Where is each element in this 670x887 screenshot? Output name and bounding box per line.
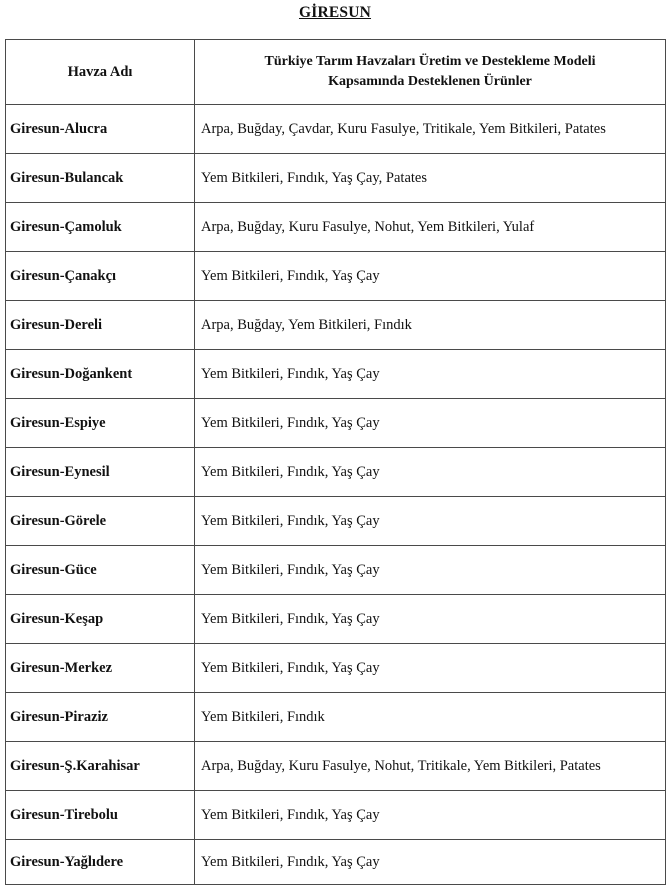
table-row — [6, 399, 666, 448]
table-row — [6, 252, 666, 301]
products-cell: Arpa, Buğday, Çavdar, Kuru Fasulye, Tritikale, Yem Bitkileri, Patates — [195, 105, 666, 154]
table-header-row — [6, 40, 666, 105]
products-cell: Yem Bitkileri, Fındık, Yaş Çay — [195, 497, 666, 546]
header-products-line1: Türkiye Tarım Havzaları Üretim ve Destekleme Modeli — [264, 54, 596, 69]
products-cell: Yem Bitkileri, Fındık, Yaş Çay — [195, 350, 666, 399]
havza-name-cell: Giresun-Ş.Karahisar — [6, 742, 195, 791]
table-row — [6, 644, 666, 693]
havza-name-cell: Giresun-Bulancak — [6, 154, 195, 203]
havza-name-cell: Giresun-Piraziz — [6, 693, 195, 742]
table-row — [6, 448, 666, 497]
products-cell: Yem Bitkileri, Fındık, Yaş Çay — [195, 252, 666, 301]
table-row — [6, 742, 666, 791]
products-cell: Yem Bitkileri, Fındık — [195, 693, 666, 742]
havza-name-cell: Giresun-Tirebolu — [6, 791, 195, 840]
havza-name-cell: Giresun-Çamoluk — [6, 203, 195, 252]
havza-name-cell: Giresun-Doğankent — [6, 350, 195, 399]
products-cell: Yem Bitkileri, Fındık, Yaş Çay — [195, 448, 666, 497]
products-cell: Arpa, Buğday, Kuru Fasulye, Nohut, Yem Bitkileri, Yulaf — [195, 203, 666, 252]
products-cell: Yem Bitkileri, Fındık, Yaş Çay — [195, 644, 666, 693]
table-row — [6, 203, 666, 252]
products-cell: Yem Bitkileri, Fındık, Yaş Çay — [195, 546, 666, 595]
havza-name-cell: Giresun-Yağlıdere — [6, 840, 195, 885]
table-row — [6, 350, 666, 399]
products-cell: Yem Bitkileri, Fındık, Yaş Çay — [195, 791, 666, 840]
products-cell: Arpa, Buğday, Kuru Fasulye, Nohut, Tritikale, Yem Bitkileri, Patates — [195, 742, 666, 791]
table-row — [6, 693, 666, 742]
havza-name-cell: Giresun-Keşap — [6, 595, 195, 644]
products-cell: Yem Bitkileri, Fındık, Yaş Çay, Patates — [195, 154, 666, 203]
table-row — [6, 105, 666, 154]
products-cell: Yem Bitkileri, Fındık, Yaş Çay — [195, 840, 666, 885]
table-row — [6, 595, 666, 644]
table-row — [6, 840, 666, 885]
havza-name-cell: Giresun-Çanakçı — [6, 252, 195, 301]
havza-name-cell: Giresun-Espiye — [6, 399, 195, 448]
havza-name-cell: Giresun-Görele — [6, 497, 195, 546]
havza-name-cell: Giresun-Eynesil — [6, 448, 195, 497]
table-row — [6, 154, 666, 203]
havza-name-cell: Giresun-Merkez — [6, 644, 195, 693]
table-row — [6, 497, 666, 546]
header-products-line2: Kapsamında Desteklenen Ürünler — [328, 74, 532, 89]
table-row — [6, 791, 666, 840]
page-title: GİRESUN — [298, 4, 372, 21]
header-products — [195, 40, 666, 105]
havza-name-cell: Giresun-Güce — [6, 546, 195, 595]
products-cell: Arpa, Buğday, Yem Bitkileri, Fındık — [195, 301, 666, 350]
havza-name-cell: Giresun-Dereli — [6, 301, 195, 350]
products-cell: Yem Bitkileri, Fındık, Yaş Çay — [195, 399, 666, 448]
table-row — [6, 546, 666, 595]
havza-table — [5, 39, 666, 885]
havza-name-cell: Giresun-Alucra — [6, 105, 195, 154]
table-row — [6, 301, 666, 350]
products-cell: Yem Bitkileri, Fındık, Yaş Çay — [195, 595, 666, 644]
header-havza-adi: Havza Adı — [6, 40, 195, 105]
